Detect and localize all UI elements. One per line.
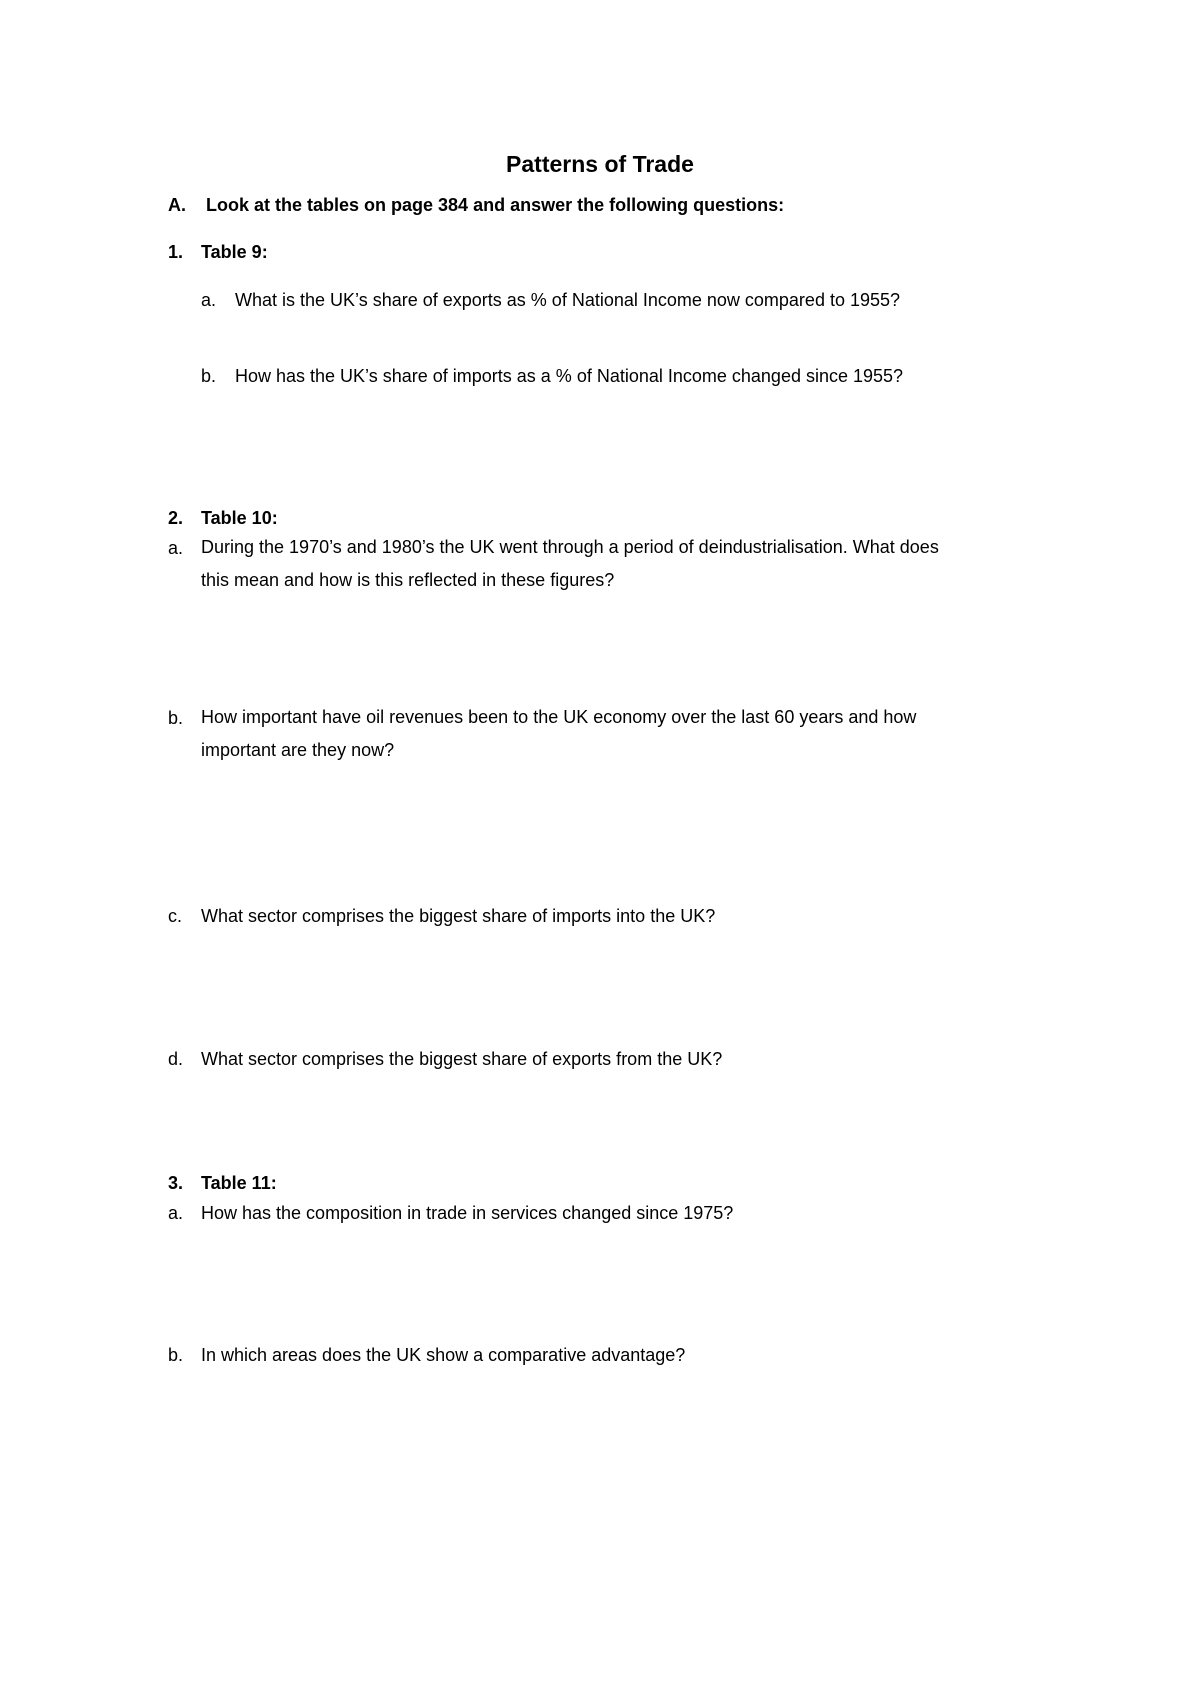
q3b-marker: b. <box>168 1345 184 1365</box>
section-a-instruction: Look at the tables on page 384 and answer the following questions: <box>206 195 785 215</box>
q2d-marker: d. <box>168 1049 184 1069</box>
q3a-question: How has the composition in trade in services changed since 1975? <box>201 1203 734 1223</box>
q2c-marker: c. <box>168 906 183 926</box>
q2b-marker: b. <box>168 708 184 728</box>
q3-heading: Table 11: <box>201 1173 277 1193</box>
q1-marker: 1. <box>168 242 184 262</box>
q2a-question: During the 1970’s and 1980’s the UK went through a period of deindustrialisation. What does this mean and how is this reflected in these figures? <box>201 537 939 590</box>
q2d-question: What sector comprises the biggest share of exports from the UK? <box>201 1049 723 1069</box>
q2a-marker: a. <box>168 538 184 558</box>
q1a-question: What is the UK’s share of exports as % of National Income now compared to 1955? <box>235 290 901 310</box>
q1b-marker: b. <box>201 366 217 386</box>
q2b-question: How important have oil revenues been to the UK economy over the last 60 years and how important are they now? <box>201 707 917 760</box>
q2-marker: 2. <box>168 508 184 528</box>
q1-heading: Table 9: <box>201 242 268 262</box>
section-a-marker: A. <box>168 195 186 215</box>
q2c-question: What sector comprises the biggest share of imports into the UK? <box>201 906 716 926</box>
q3b-question: In which areas does the UK show a comparative advantage? <box>201 1345 686 1365</box>
q1b-question: How has the UK’s share of imports as a % of National Income changed since 1955? <box>235 366 904 386</box>
q3-marker: 3. <box>168 1173 184 1193</box>
q3a-marker: a. <box>168 1203 184 1223</box>
q2-heading: Table 10: <box>201 508 278 528</box>
page-title: Patterns of Trade <box>506 151 694 177</box>
q1a-marker: a. <box>201 290 217 310</box>
